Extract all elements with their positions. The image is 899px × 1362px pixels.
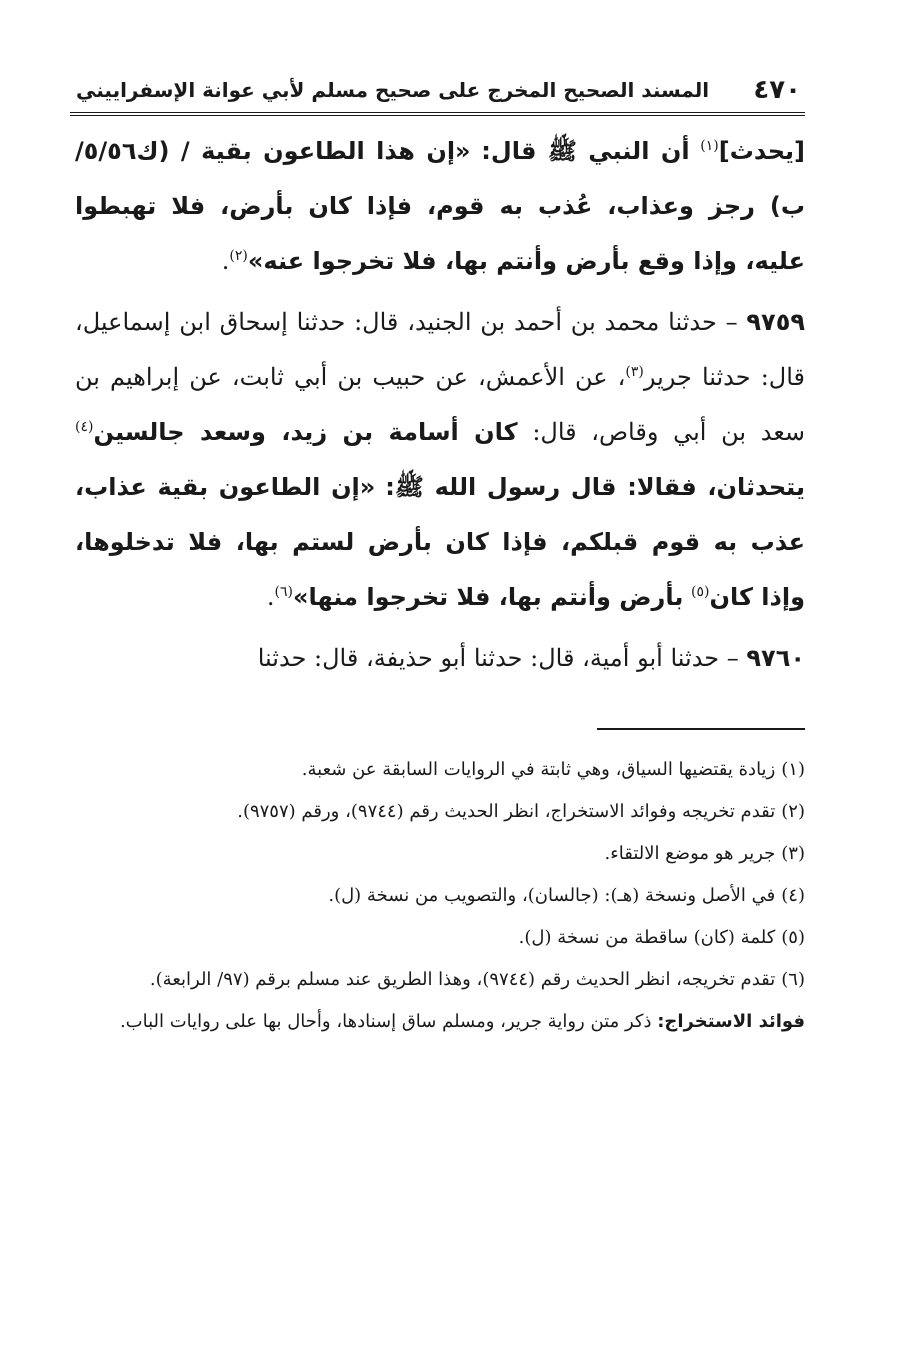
main-text <box>75 124 805 692</box>
hadith-quote: «إن الطاعون بقية عذاب، عذب به قوم قبلكم، فإذا كان بأرض لستم بها، فلا تدخلوها، وإذا كان <box>75 473 805 611</box>
footnote-1 <box>80 752 805 788</box>
footnote-4 <box>80 878 805 914</box>
punctuation: . <box>266 583 275 611</box>
footnote-separator <box>597 728 805 730</box>
footnote-mark: (٤) <box>781 885 805 906</box>
footnote-text: زيادة يقتضيها السياق، وهي ثابتة في الروايات السابقة عن شعبة. <box>301 759 776 780</box>
hadith-quote: «إن هذا الطاعون بقية / (ك٥/٥٦/ب) رجز وعذاب، عُذب به قوم، فإذا كان بأرض، فلا تهبطوا عليه، وإذا وقع بأرض وأنتم بها، فلا تخرجوا عنه» <box>75 137 805 275</box>
isnad-text-cont: ، عن الأعمش، عن حبيب بن أبي ثابت، عن إبراهيم بن سعد بن أبي وقاص، قال: <box>75 363 806 446</box>
page-number: ٤٧٠ <box>753 75 801 105</box>
footnote-2 <box>80 794 805 830</box>
book-title: المسند الصحيح المخرج على صحيح مسلم لأبي عوانة الإسفراييني <box>76 78 710 102</box>
running-header <box>70 70 805 116</box>
footnote-text: كلمة (كان) ساقطة من نسخة (ل). <box>518 927 776 948</box>
footnote-mark: (٦) <box>781 969 805 990</box>
footnote-3 <box>80 836 805 872</box>
footnote-5 <box>80 920 805 956</box>
narration-text-cont: يتحدثان، فقالا: قال رسول الله ﷺ: <box>385 473 805 501</box>
footnote-text: جرير هو موضع الالتقاء. <box>604 843 776 864</box>
footnote-6 <box>80 962 805 998</box>
punctuation: . <box>221 247 230 275</box>
footnote-ref-2: (٢) <box>229 248 248 264</box>
paragraph-hadith-9759 <box>75 295 805 625</box>
footnote-mark: (٢) <box>781 801 805 822</box>
benefits-label: فوائد الاستخراج: <box>657 1011 805 1032</box>
footnote-ref-6: (٦) <box>274 584 293 600</box>
hadith-quote-end: بأرض وأنتم بها، فلا تخرجوا منها» <box>292 583 684 611</box>
footnote-mark: (١) <box>781 759 805 780</box>
hadith-number: ٩٧٥٩ <box>746 308 805 336</box>
footnote-ref-4: (٤) <box>75 419 94 435</box>
footnote-ref-3: (٣) <box>625 364 644 380</box>
footnote-text: تقدم تخريجه، انظر الحديث رقم (٩٧٤٤)، وهذا الطريق عند مسلم برقم (٩٧/ الرابعة). <box>149 969 776 990</box>
footnotes <box>80 752 805 1046</box>
istikhraj-benefits <box>80 1004 805 1040</box>
benefits-text: ذكر متن رواية جرير، ومسلم ساق إسنادها، وأحال بها على روايات الباب. <box>119 1011 652 1032</box>
narration-text: كان أسامة بن زيد، وسعد جالسين <box>93 418 518 446</box>
hadith-intro: أن النبي ﷺ قال: <box>481 137 690 165</box>
footnote-text: في الأصل ونسخة (هـ): (جالسان)، والتصويب من نسخة (ل). <box>328 885 776 906</box>
footnote-text: تقدم تخريجه وفوائد الاستخراج، انظر الحديث رقم (٩٧٤٤)، ورقم (٩٧٥٧). <box>237 801 776 822</box>
paragraph-hadith-text <box>75 124 805 289</box>
isnad-text: – حدثنا أبو أمية، قال: حدثنا أبو حذيفة، قال: حدثنا <box>257 644 739 672</box>
hadith-number: ٩٧٦٠ <box>746 644 805 672</box>
footnote-mark: (٥) <box>781 927 805 948</box>
isnad-text: – حدثنا محمد بن أحمد بن الجنيد، قال: حدثنا إسحاق ابن إسماعيل، قال: حدثنا جرير <box>75 308 805 391</box>
bracket-insertion: [يحدث] <box>718 137 805 165</box>
paragraph-hadith-9760 <box>75 631 805 686</box>
footnote-ref-1: (١) <box>700 138 719 154</box>
footnote-ref-5: (٥) <box>691 584 710 600</box>
footnote-mark: (٣) <box>781 843 805 864</box>
